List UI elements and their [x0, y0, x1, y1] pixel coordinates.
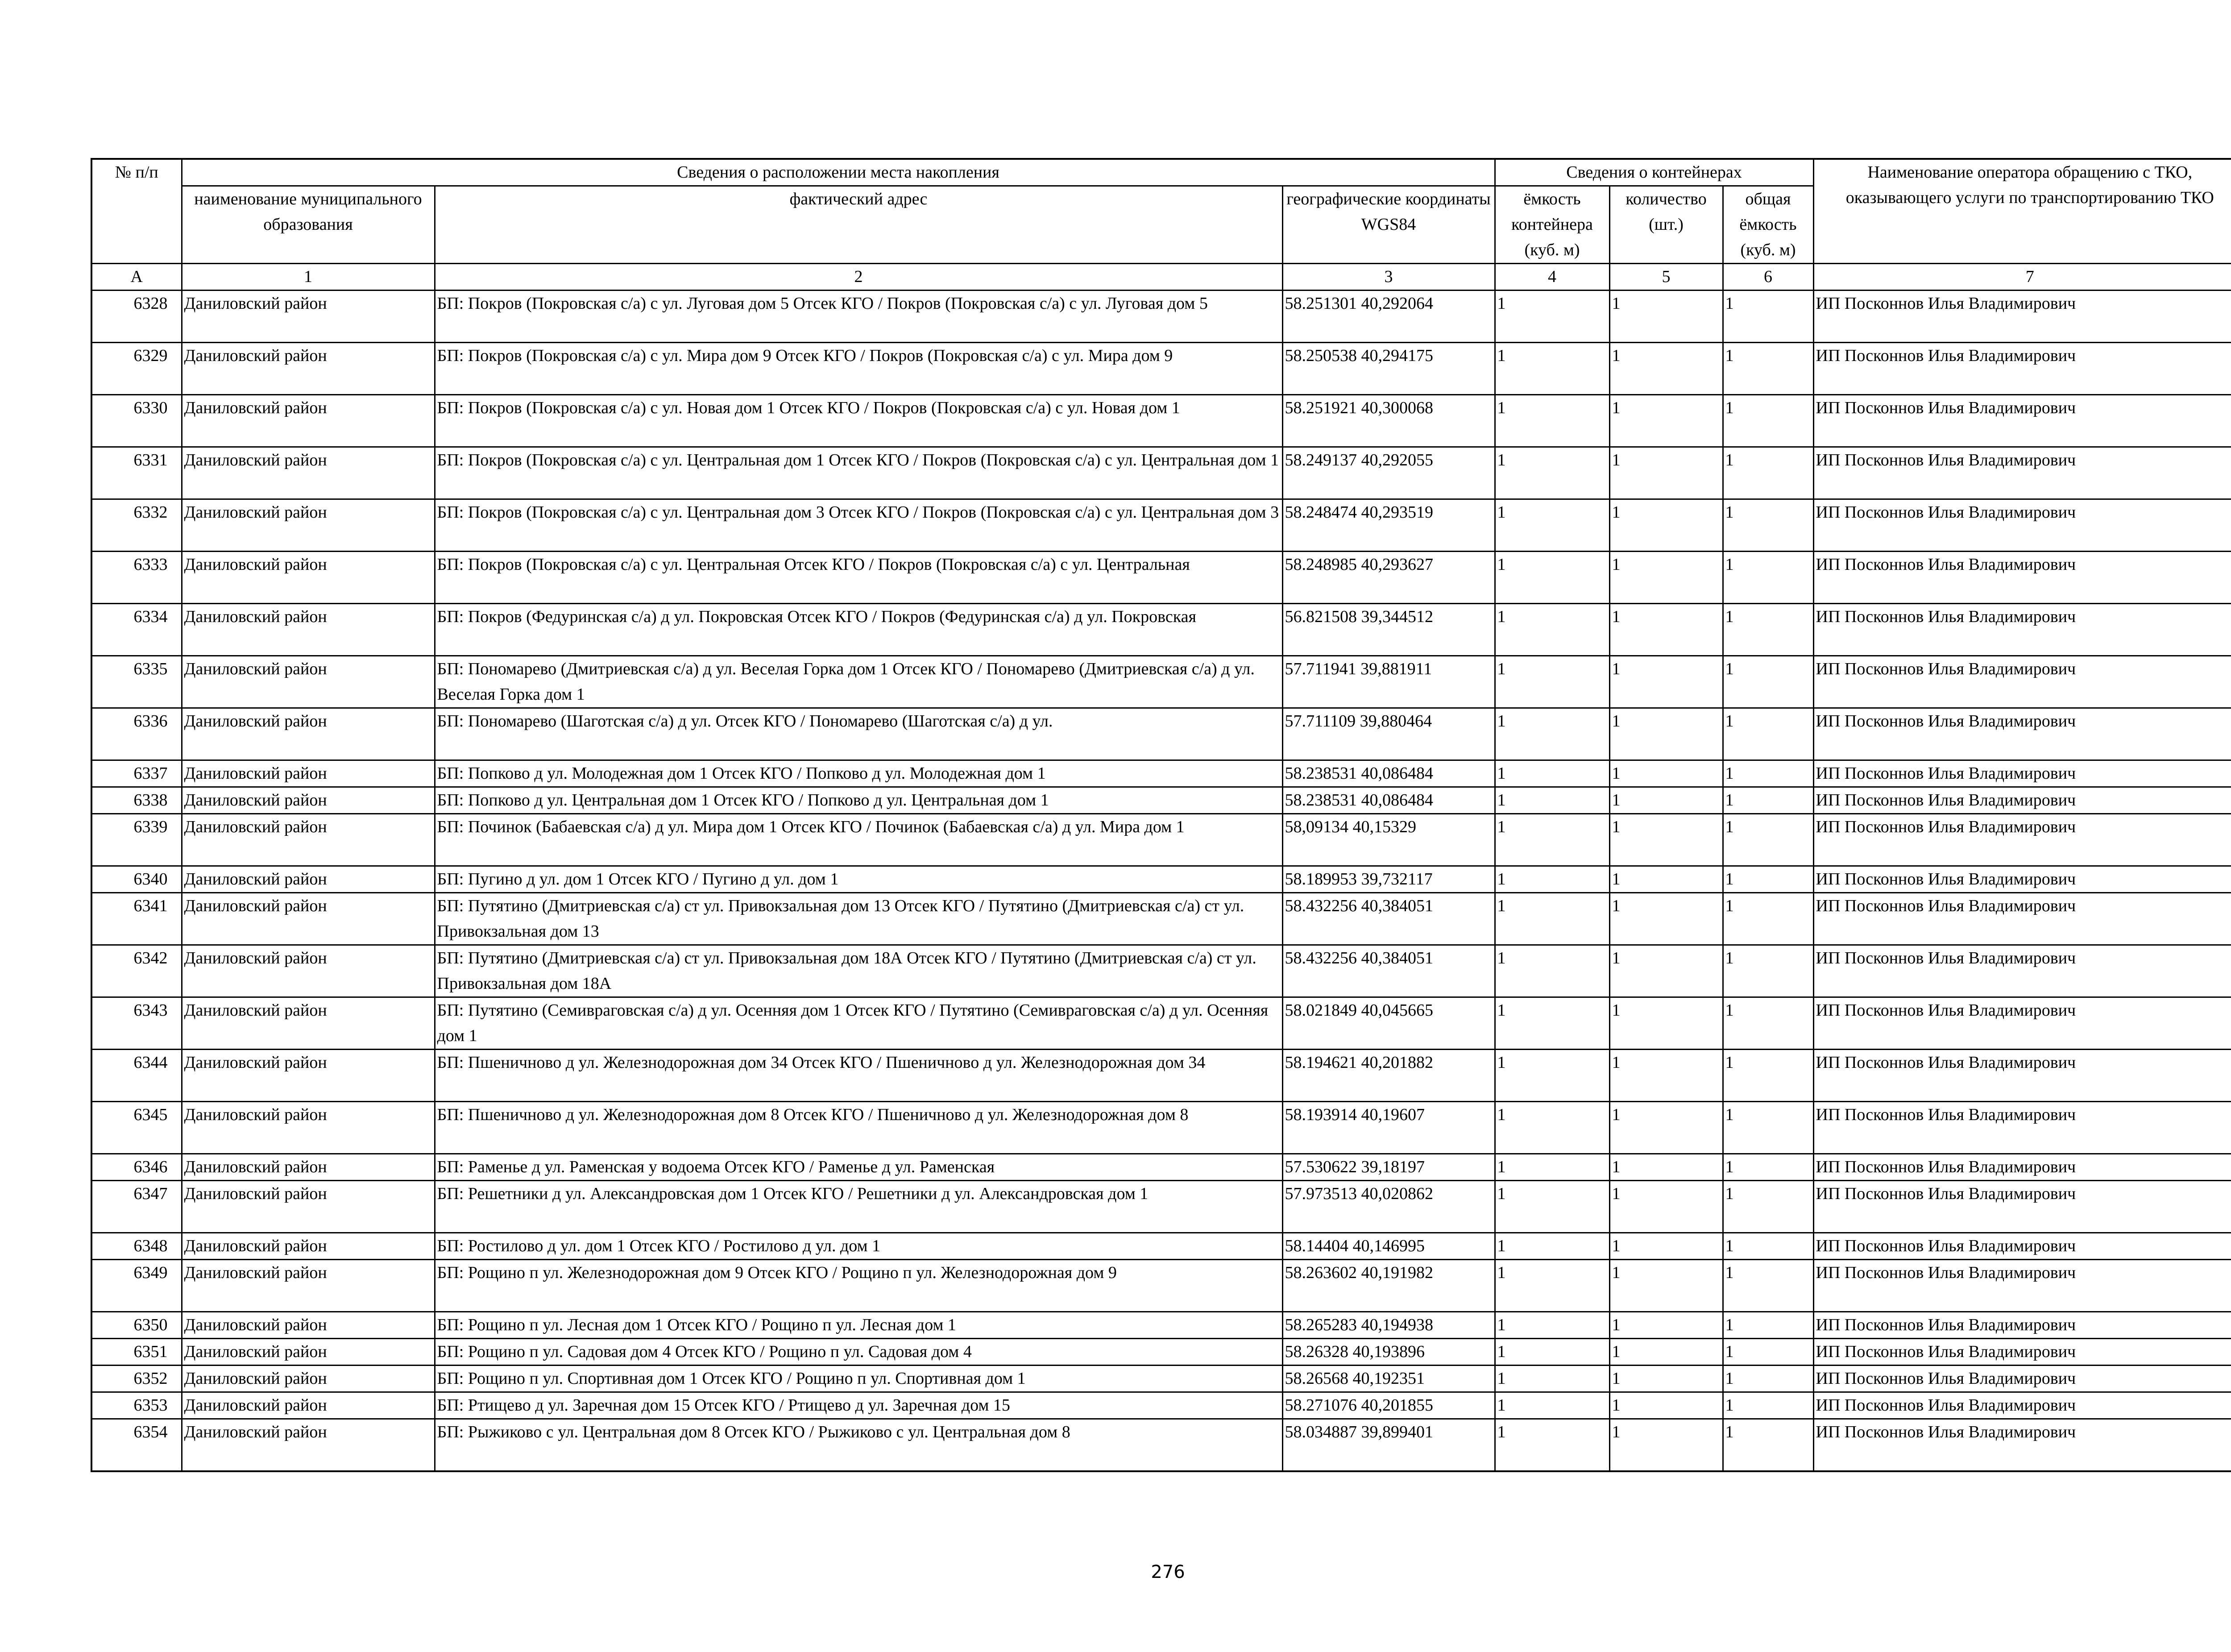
quantity-cell: 1	[1609, 499, 1723, 552]
operator-cell: ИП Посконнов Илья Владимирович	[1813, 604, 2231, 656]
row-number: 6330	[91, 395, 182, 447]
total-capacity-cell: 1	[1723, 604, 1813, 656]
municipality-cell: Даниловский район	[182, 1181, 435, 1233]
row-number: 6328	[91, 291, 182, 343]
quantity-cell: 1	[1609, 604, 1723, 656]
operator-cell: ИП Посконнов Илья Владимирович	[1813, 395, 2231, 447]
address-cell: БП: Путятино (Дмитриевская с/а) ст ул. Привокзальная дом 18А Отсек КГО / Путятино (Дмитриевская с/а) ст ул. Привокзальная дом 18А	[435, 945, 1282, 997]
table-row	[91, 893, 2231, 945]
coordinates-cell: 58.034887 39,899401	[1282, 1419, 1495, 1472]
municipality-cell: Даниловский район	[182, 893, 435, 945]
address-cell: БП: Покров (Федуринская с/а) д ул. Покровская Отсек КГО / Покров (Федуринская с/а) д ул. Покровская	[435, 604, 1282, 656]
quantity-cell: 1	[1609, 1050, 1723, 1102]
quantity-cell: 1	[1609, 814, 1723, 866]
quantity-cell: 1	[1609, 1366, 1723, 1392]
operator-cell: ИП Посконнов Илья Владимирович	[1813, 1233, 2231, 1260]
municipality-cell: Даниловский район	[182, 787, 435, 814]
capacity-cell: 1	[1495, 499, 1609, 552]
table-row	[91, 291, 2231, 343]
total-capacity-cell: 1	[1723, 1102, 1813, 1154]
address-cell: БП: Пшеничново д ул. Железнодорожная дом 34 Отсек КГО / Пшеничново д ул. Железнодорожная дом 34	[435, 1050, 1282, 1102]
total-capacity-cell: 1	[1723, 656, 1813, 708]
index-cell: 2	[435, 264, 1282, 291]
quantity-cell: 1	[1609, 893, 1723, 945]
index-cell: 5	[1609, 264, 1723, 291]
address-cell: БП: Рыжиково с ул. Центральная дом 8 Отсек КГО / Рыжиково с ул. Центральная дом 8	[435, 1419, 1282, 1472]
table-row	[91, 787, 2231, 814]
row-number: 6348	[91, 1233, 182, 1260]
page-number: 276	[1151, 1562, 1185, 1582]
municipality-cell: Даниловский район	[182, 1102, 435, 1154]
table-row	[91, 866, 2231, 893]
table-body	[91, 291, 2231, 1472]
header-capacity: ёмкость контейнера (куб. м)	[1495, 186, 1609, 264]
quantity-cell: 1	[1609, 1260, 1723, 1312]
row-number: 6336	[91, 708, 182, 760]
quantity-cell: 1	[1609, 997, 1723, 1050]
capacity-cell: 1	[1495, 656, 1609, 708]
total-capacity-cell: 1	[1723, 1339, 1813, 1366]
municipality-cell: Даниловский район	[182, 997, 435, 1050]
total-capacity-cell: 1	[1723, 1154, 1813, 1181]
address-cell: БП: Пономарево (Шаготская с/а) д ул. Отсек КГО / Пономарево (Шаготская с/а) д ул.	[435, 708, 1282, 760]
capacity-cell: 1	[1495, 1366, 1609, 1392]
table-row	[91, 1392, 2231, 1419]
total-capacity-cell: 1	[1723, 997, 1813, 1050]
total-capacity-cell: 1	[1723, 1181, 1813, 1233]
address-cell: БП: Рощино п ул. Садовая дом 4 Отсек КГО / Рощино п ул. Садовая дом 4	[435, 1339, 1282, 1366]
table-row	[91, 343, 2231, 395]
municipality-cell: Даниловский район	[182, 395, 435, 447]
quantity-cell: 1	[1609, 1233, 1723, 1260]
coordinates-cell: 58.238531 40,086484	[1282, 760, 1495, 787]
row-number: 6334	[91, 604, 182, 656]
operator-cell: ИП Посконнов Илья Владимирович	[1813, 656, 2231, 708]
address-cell: БП: Покров (Покровская с/а) с ул. Новая дом 1 Отсек КГО / Покров (Покровская с/а) с ул. Новая дом 1	[435, 395, 1282, 447]
row-number: 6346	[91, 1154, 182, 1181]
container-sites-table	[91, 158, 2231, 1472]
coordinates-cell: 58.194621 40,201882	[1282, 1050, 1495, 1102]
municipality-cell: Даниловский район	[182, 1419, 435, 1472]
quantity-cell: 1	[1609, 945, 1723, 997]
operator-cell: ИП Посконнов Илья Владимирович	[1813, 499, 2231, 552]
operator-cell: ИП Посконнов Илья Владимирович	[1813, 814, 2231, 866]
address-cell: БП: Пугино д ул. дом 1 Отсек КГО / Пугино д ул. дом 1	[435, 866, 1282, 893]
total-capacity-cell: 1	[1723, 1392, 1813, 1419]
quantity-cell: 1	[1609, 291, 1723, 343]
capacity-cell: 1	[1495, 604, 1609, 656]
capacity-cell: 1	[1495, 291, 1609, 343]
quantity-cell: 1	[1609, 656, 1723, 708]
total-capacity-cell: 1	[1723, 1366, 1813, 1392]
capacity-cell: 1	[1495, 708, 1609, 760]
coordinates-cell: 58.250538 40,294175	[1282, 343, 1495, 395]
operator-cell: ИП Посконнов Илья Владимирович	[1813, 708, 2231, 760]
operator-cell: ИП Посконнов Илья Владимирович	[1813, 1102, 2231, 1154]
total-capacity-cell: 1	[1723, 1312, 1813, 1339]
coordinates-cell: 58.271076 40,201855	[1282, 1392, 1495, 1419]
address-cell: БП: Путятино (Дмитриевская с/а) ст ул. Привокзальная дом 13 Отсек КГО / Путятино (Дмитриевская с/а) ст ул. Привокзальная дом 13	[435, 893, 1282, 945]
index-cell: 3	[1282, 264, 1495, 291]
quantity-cell: 1	[1609, 1312, 1723, 1339]
index-cell: 1	[182, 264, 435, 291]
address-cell: БП: Рощино п ул. Спортивная дом 1 Отсек КГО / Рощино п ул. Спортивная дом 1	[435, 1366, 1282, 1392]
header-quantity: количество (шт.)	[1609, 186, 1723, 264]
total-capacity-cell: 1	[1723, 291, 1813, 343]
quantity-cell: 1	[1609, 1154, 1723, 1181]
operator-cell: ИП Посконнов Илья Владимирович	[1813, 787, 2231, 814]
row-number: 6337	[91, 760, 182, 787]
capacity-cell: 1	[1495, 395, 1609, 447]
quantity-cell: 1	[1609, 552, 1723, 604]
operator-cell: ИП Посконнов Илья Владимирович	[1813, 1366, 2231, 1392]
total-capacity-cell: 1	[1723, 1419, 1813, 1472]
table-row	[91, 708, 2231, 760]
capacity-cell: 1	[1495, 760, 1609, 787]
row-number: 6331	[91, 447, 182, 499]
table-row	[91, 1312, 2231, 1339]
row-number: 6335	[91, 656, 182, 708]
row-number: 6351	[91, 1339, 182, 1366]
total-capacity-cell: 1	[1723, 1260, 1813, 1312]
address-cell: БП: Раменье д ул. Раменская у водоема Отсек КГО / Раменье д ул. Раменская	[435, 1154, 1282, 1181]
total-capacity-cell: 1	[1723, 499, 1813, 552]
capacity-cell: 1	[1495, 1050, 1609, 1102]
municipality-cell: Даниловский район	[182, 447, 435, 499]
row-number: 6343	[91, 997, 182, 1050]
coordinates-cell: 58,09134 40,15329	[1282, 814, 1495, 866]
quantity-cell: 1	[1609, 1181, 1723, 1233]
capacity-cell: 1	[1495, 1154, 1609, 1181]
operator-cell: ИП Посконнов Илья Владимирович	[1813, 447, 2231, 499]
municipality-cell: Даниловский район	[182, 1050, 435, 1102]
capacity-cell: 1	[1495, 1392, 1609, 1419]
row-number: 6333	[91, 552, 182, 604]
header-operator: Наименование оператора обращению с ТКО, оказывающего услуги по транспортированию ТКО	[1813, 159, 2231, 264]
operator-cell: ИП Посконнов Илья Владимирович	[1813, 945, 2231, 997]
header-municipality: наименование муниципального образования	[182, 186, 435, 264]
table-row	[91, 447, 2231, 499]
total-capacity-cell: 1	[1723, 866, 1813, 893]
address-cell: БП: Покров (Покровская с/а) с ул. Центральная дом 3 Отсек КГО / Покров (Покровская с/а) с ул. Центральная дом 3	[435, 499, 1282, 552]
row-number: 6354	[91, 1419, 182, 1472]
municipality-cell: Даниловский район	[182, 552, 435, 604]
coordinates-cell: 58.251921 40,300068	[1282, 395, 1495, 447]
row-number: 6329	[91, 343, 182, 395]
row-number: 6350	[91, 1312, 182, 1339]
header-containers-group: Сведения о контейнерах	[1495, 159, 1813, 186]
coordinates-cell: 58.251301 40,292064	[1282, 291, 1495, 343]
operator-cell: ИП Посконнов Илья Владимирович	[1813, 1154, 2231, 1181]
municipality-cell: Даниловский район	[182, 866, 435, 893]
operator-cell: ИП Посконнов Илья Владимирович	[1813, 1181, 2231, 1233]
address-cell: БП: Решетники д ул. Александровская дом 1 Отсек КГО / Решетники д ул. Александровская дом 1	[435, 1181, 1282, 1233]
total-capacity-cell: 1	[1723, 760, 1813, 787]
municipality-cell: Даниловский район	[182, 1260, 435, 1312]
coordinates-cell: 58.189953 39,732117	[1282, 866, 1495, 893]
capacity-cell: 1	[1495, 945, 1609, 997]
header-coords: географические координаты WGS84	[1282, 186, 1495, 264]
municipality-cell: Даниловский район	[182, 499, 435, 552]
municipality-cell: Даниловский район	[182, 1339, 435, 1366]
table-row	[91, 760, 2231, 787]
coordinates-cell: 57.711109 39,880464	[1282, 708, 1495, 760]
coordinates-cell: 58.238531 40,086484	[1282, 787, 1495, 814]
row-number: 6340	[91, 866, 182, 893]
total-capacity-cell: 1	[1723, 787, 1813, 814]
capacity-cell: 1	[1495, 1181, 1609, 1233]
operator-cell: ИП Посконнов Илья Владимирович	[1813, 866, 2231, 893]
quantity-cell: 1	[1609, 1339, 1723, 1366]
coordinates-cell: 58.265283 40,194938	[1282, 1312, 1495, 1339]
coordinates-cell: 58.193914 40,19607	[1282, 1102, 1495, 1154]
coordinates-cell: 57.711941 39,881911	[1282, 656, 1495, 708]
operator-cell: ИП Посконнов Илья Владимирович	[1813, 760, 2231, 787]
coordinates-cell: 58.263602 40,191982	[1282, 1260, 1495, 1312]
row-number: 6344	[91, 1050, 182, 1102]
capacity-cell: 1	[1495, 1312, 1609, 1339]
header-location-group: Сведения о расположении места накопления	[182, 159, 1495, 186]
table-row	[91, 1419, 2231, 1472]
address-cell: БП: Рощино п ул. Лесная дом 1 Отсек КГО / Рощино п ул. Лесная дом 1	[435, 1312, 1282, 1339]
total-capacity-cell: 1	[1723, 945, 1813, 997]
row-number: 6342	[91, 945, 182, 997]
quantity-cell: 1	[1609, 343, 1723, 395]
operator-cell: ИП Посконнов Илья Владимирович	[1813, 997, 2231, 1050]
coordinates-cell: 57.973513 40,020862	[1282, 1181, 1495, 1233]
index-cell: 6	[1723, 264, 1813, 291]
coordinates-cell: 58.248985 40,293627	[1282, 552, 1495, 604]
address-cell: БП: Ртищево д ул. Заречная дом 15 Отсек КГО / Ртищево д ул. Заречная дом 15	[435, 1392, 1282, 1419]
address-cell: БП: Рощино п ул. Железнодорожная дом 9 Отсек КГО / Рощино п ул. Железнодорожная дом 9	[435, 1260, 1282, 1312]
total-capacity-cell: 1	[1723, 708, 1813, 760]
total-capacity-cell: 1	[1723, 343, 1813, 395]
address-cell: БП: Путятино (Семивраговская с/а) д ул. Осенняя дом 1 Отсек КГО / Путятино (Семивраговская с/а) д ул. Осенняя дом 1	[435, 997, 1282, 1050]
table-row	[91, 997, 2231, 1050]
operator-cell: ИП Посконнов Илья Владимирович	[1813, 343, 2231, 395]
operator-cell: ИП Посконнов Илья Владимирович	[1813, 893, 2231, 945]
operator-cell: ИП Посконнов Илья Владимирович	[1813, 1260, 2231, 1312]
coordinates-cell: 58.26568 40,192351	[1282, 1366, 1495, 1392]
table-row	[91, 656, 2231, 708]
total-capacity-cell: 1	[1723, 893, 1813, 945]
total-capacity-cell: 1	[1723, 1233, 1813, 1260]
table-row	[91, 1260, 2231, 1312]
row-number: 6353	[91, 1392, 182, 1419]
capacity-cell: 1	[1495, 1339, 1609, 1366]
operator-cell: ИП Посконнов Илья Владимирович	[1813, 1419, 2231, 1472]
quantity-cell: 1	[1609, 1102, 1723, 1154]
capacity-cell: 1	[1495, 1102, 1609, 1154]
capacity-cell: 1	[1495, 1419, 1609, 1472]
operator-cell: ИП Посконнов Илья Владимирович	[1813, 552, 2231, 604]
total-capacity-cell: 1	[1723, 814, 1813, 866]
capacity-cell: 1	[1495, 787, 1609, 814]
address-cell: БП: Пономарево (Дмитриевская с/а) д ул. Веселая Горка дом 1 Отсек КГО / Пономарево (Дмитриевская с/а) д ул. Веселая Горка дом 1	[435, 656, 1282, 708]
index-cell: 7	[1813, 264, 2231, 291]
table-row	[91, 814, 2231, 866]
row-number: 6339	[91, 814, 182, 866]
quantity-cell: 1	[1609, 708, 1723, 760]
quantity-cell: 1	[1609, 447, 1723, 499]
row-number: 6332	[91, 499, 182, 552]
capacity-cell: 1	[1495, 343, 1609, 395]
total-capacity-cell: 1	[1723, 395, 1813, 447]
table-row	[91, 604, 2231, 656]
coordinates-cell: 57.530622 39,18197	[1282, 1154, 1495, 1181]
table-row	[91, 945, 2231, 997]
municipality-cell: Даниловский район	[182, 814, 435, 866]
municipality-cell: Даниловский район	[182, 1312, 435, 1339]
row-number: 6341	[91, 893, 182, 945]
coordinates-cell: 58.14404 40,146995	[1282, 1233, 1495, 1260]
table-row	[91, 1050, 2231, 1102]
municipality-cell: Даниловский район	[182, 945, 435, 997]
address-cell: БП: Ростилово д ул. дом 1 Отсек КГО / Ростилово д ул. дом 1	[435, 1233, 1282, 1260]
table-row	[91, 395, 2231, 447]
quantity-cell: 1	[1609, 395, 1723, 447]
address-cell: БП: Покров (Покровская с/а) с ул. Центральная Отсек КГО / Покров (Покровская с/а) с ул. Центральная	[435, 552, 1282, 604]
table-row	[91, 1181, 2231, 1233]
address-cell: БП: Покров (Покровская с/а) с ул. Центральная дом 1 Отсек КГО / Покров (Покровская с/а) с ул. Центральная дом 1	[435, 447, 1282, 499]
quantity-cell: 1	[1609, 760, 1723, 787]
capacity-cell: 1	[1495, 447, 1609, 499]
row-number: 6347	[91, 1181, 182, 1233]
municipality-cell: Даниловский район	[182, 291, 435, 343]
quantity-cell: 1	[1609, 1419, 1723, 1472]
capacity-cell: 1	[1495, 1233, 1609, 1260]
municipality-cell: Даниловский район	[182, 1366, 435, 1392]
municipality-cell: Даниловский район	[182, 1233, 435, 1260]
index-cell: А	[91, 264, 182, 291]
row-number: 6338	[91, 787, 182, 814]
coordinates-cell: 58.249137 40,292055	[1282, 447, 1495, 499]
capacity-cell: 1	[1495, 997, 1609, 1050]
address-cell: БП: Попково д ул. Молодежная дом 1 Отсек КГО / Попково д ул. Молодежная дом 1	[435, 760, 1282, 787]
capacity-cell: 1	[1495, 552, 1609, 604]
operator-cell: ИП Посконнов Илья Владимирович	[1813, 1050, 2231, 1102]
header-address: фактический адрес	[435, 186, 1282, 264]
address-cell: БП: Починок (Бабаевская с/а) д ул. Мира дом 1 Отсек КГО / Починок (Бабаевская с/а) д ул. Мира дом 1	[435, 814, 1282, 866]
quantity-cell: 1	[1609, 787, 1723, 814]
table-row	[91, 1339, 2231, 1366]
operator-cell: ИП Посконнов Илья Владимирович	[1813, 1312, 2231, 1339]
table-row	[91, 1154, 2231, 1181]
row-number: 6352	[91, 1366, 182, 1392]
capacity-cell: 1	[1495, 814, 1609, 866]
operator-cell: ИП Посконнов Илья Владимирович	[1813, 1339, 2231, 1366]
table-row	[91, 1233, 2231, 1260]
total-capacity-cell: 1	[1723, 1050, 1813, 1102]
coordinates-cell: 58.26328 40,193896	[1282, 1339, 1495, 1366]
capacity-cell: 1	[1495, 893, 1609, 945]
table-row	[91, 1366, 2231, 1392]
table-row	[91, 552, 2231, 604]
row-number: 6349	[91, 1260, 182, 1312]
municipality-cell: Даниловский район	[182, 1154, 435, 1181]
municipality-cell: Даниловский район	[182, 604, 435, 656]
municipality-cell: Даниловский район	[182, 708, 435, 760]
total-capacity-cell: 1	[1723, 552, 1813, 604]
header-num: № п/п	[91, 159, 182, 264]
coordinates-cell: 58.248474 40,293519	[1282, 499, 1495, 552]
address-cell: БП: Попково д ул. Центральная дом 1 Отсек КГО / Попково д ул. Центральная дом 1	[435, 787, 1282, 814]
capacity-cell: 1	[1495, 866, 1609, 893]
quantity-cell: 1	[1609, 1392, 1723, 1419]
address-cell: БП: Пшеничново д ул. Железнодорожная дом 8 Отсек КГО / Пшеничново д ул. Железнодорожная дом 8	[435, 1102, 1282, 1154]
address-cell: БП: Покров (Покровская с/а) с ул. Луговая дом 5 Отсек КГО / Покров (Покровская с/а) с ул. Луговая дом 5	[435, 291, 1282, 343]
table-row	[91, 499, 2231, 552]
operator-cell: ИП Посконнов Илья Владимирович	[1813, 291, 2231, 343]
coordinates-cell: 58.432256 40,384051	[1282, 945, 1495, 997]
municipality-cell: Даниловский район	[182, 1392, 435, 1419]
coordinates-cell: 58.021849 40,045665	[1282, 997, 1495, 1050]
total-capacity-cell: 1	[1723, 447, 1813, 499]
coordinates-cell: 58.432256 40,384051	[1282, 893, 1495, 945]
operator-cell: ИП Посконнов Илья Владимирович	[1813, 1392, 2231, 1419]
quantity-cell: 1	[1609, 866, 1723, 893]
municipality-cell: Даниловский район	[182, 760, 435, 787]
coordinates-cell: 56.821508 39,344512	[1282, 604, 1495, 656]
capacity-cell: 1	[1495, 1260, 1609, 1312]
header-total: общая ёмкость (куб. м)	[1723, 186, 1813, 264]
municipality-cell: Даниловский район	[182, 656, 435, 708]
table-row	[91, 1102, 2231, 1154]
address-cell: БП: Покров (Покровская с/а) с ул. Мира дом 9 Отсек КГО / Покров (Покровская с/а) с ул. Мира дом 9	[435, 343, 1282, 395]
row-number: 6345	[91, 1102, 182, 1154]
index-cell: 4	[1495, 264, 1609, 291]
municipality-cell: Даниловский район	[182, 343, 435, 395]
